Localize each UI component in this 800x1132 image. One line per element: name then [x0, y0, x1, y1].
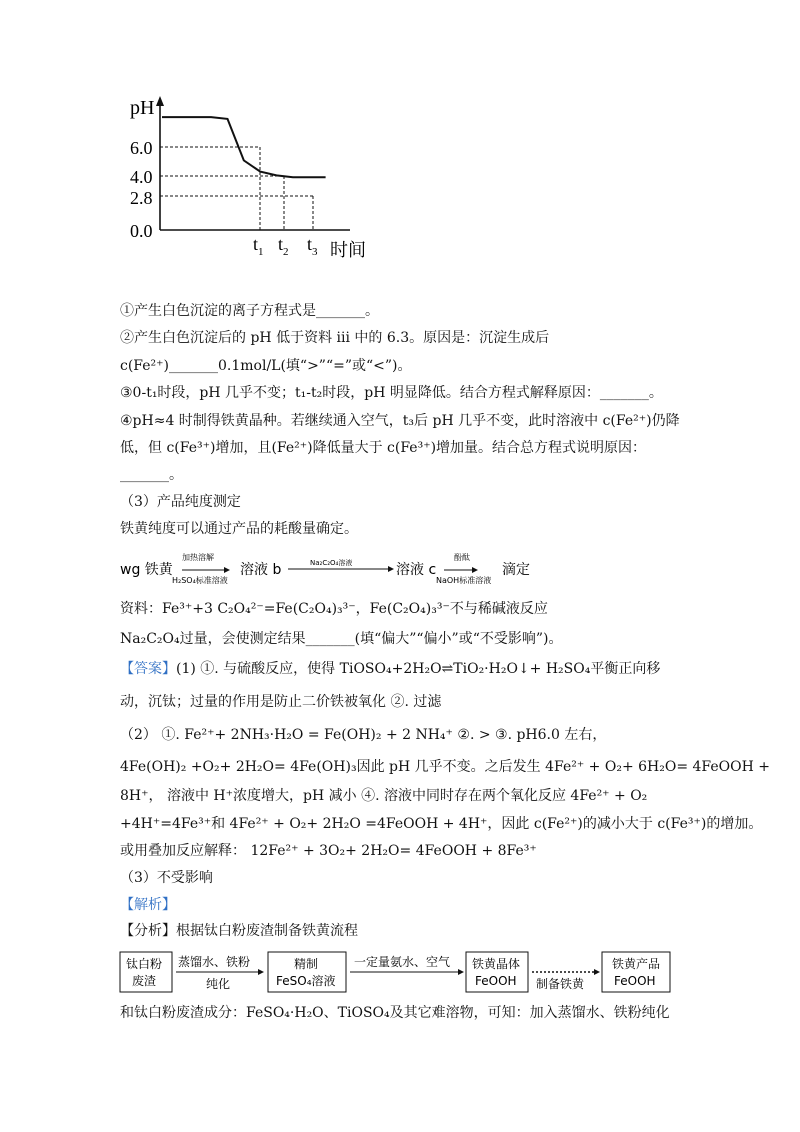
- flow-box-3-line2: FeOOH: [475, 974, 517, 988]
- na-line: Na₂C₂O₄过量，会使测定结果_______(填“偏大”“偏小”或“不受影响”)。: [120, 631, 563, 647]
- ph-time-chart: [118, 88, 388, 273]
- scheme-start: wg 铁黄: [120, 562, 173, 578]
- question-4a: ④pH≈4 时制得铁黄晶种。若继续通入空气，t₃后 pH 几乎不变，此时溶液中 c(Fe²⁺)仍降: [120, 413, 680, 429]
- answer-1a-text: (1) ①. 与硫酸反应，使得 TiOSO₄+2H₂O⇌TiO₂·H₂O↓+ H₂SO₄平衡正向移: [176, 661, 661, 677]
- answer-3: （3）不受影响: [120, 870, 213, 886]
- flow-step-1-bottom: 纯化: [206, 977, 231, 991]
- scheme-c: 溶液 c: [396, 562, 437, 578]
- arrow1-top: 加热溶解: [182, 553, 214, 562]
- x-tick-label-t3: $t_3$: [307, 234, 318, 258]
- section-3-intro: 铁黄纯度可以通过产品的耗酸量确定。: [120, 521, 358, 537]
- question-1: ①产生白色沉淀的离子方程式是_______。: [120, 303, 379, 319]
- flow-step-1-top: 蒸馏水、铁粉: [178, 955, 251, 969]
- flow-box-3-line1: 铁黄晶体: [472, 957, 521, 971]
- y-axis-arrow: [156, 96, 164, 106]
- y-axis-label: pH: [130, 97, 155, 119]
- answer-2c: 8H⁺， 溶液中 H⁺浓度增大，pH 减小 ④. 溶液中同时存在两个氧化反应 4Fe²⁺ + O₂: [120, 788, 648, 804]
- answer-tag: 【答案】: [120, 661, 176, 677]
- question-3: ③0-t₁时段，pH 几乎不变；t₁-t₂时段，pH 明显降低。结合方程式解释原因：_______。: [120, 385, 663, 401]
- flow-box-1-line1: 钛白粉: [126, 957, 163, 971]
- flow-step-3: 制备铁黄: [536, 977, 585, 991]
- y-tick-label: 0.0: [130, 221, 153, 241]
- question-4b: 低，但 c(Fe³⁺)增加，且(Fe²⁺)降低量大于 c(Fe³⁺)增加量。结合总方程式说明原因：: [120, 440, 647, 456]
- x-axis-label: 时间: [330, 240, 366, 260]
- arrow2-top: Na₂C₂O₄溶液: [310, 559, 353, 567]
- flow-step-2: 一定量氨水、空气: [354, 955, 451, 969]
- arrow1-bottom: H₂SO₄标准溶液: [172, 576, 228, 585]
- titration-scheme: [120, 553, 590, 587]
- process-flow: [118, 948, 678, 998]
- scheme-end: 滴定: [502, 562, 530, 578]
- flow-box-1-line2: 废渣: [132, 974, 157, 988]
- answer-2a: （2） ①. Fe²⁺+ 2NH₃·H₂O = Fe(OH)₂ + 2 NH₄⁺ ②. > ③. pH6.0 左右，: [120, 727, 607, 743]
- question-2b: c(Fe²⁺)_______0.1mol/L(填“>”“=”或“<”)。: [120, 358, 412, 374]
- y-tick-label: 2.8: [130, 188, 153, 208]
- answer-1b: 动，沉钛；过量的作用是防止二价铁被氧化 ②. 过滤: [120, 694, 442, 710]
- question-2a: ②产生白色沉淀后的 pH 低于资料 iii 中的 6.3。原因是：沉淀生成后: [120, 330, 550, 346]
- answer-2b: 4Fe(OH)₂ +O₂+ 2H₂O= 4Fe(OH)₃因此 pH 几乎不变。之后发生 4Fe²⁺ + O₂+ 6H₂O= 4FeOOH +: [120, 759, 771, 775]
- answer-1a: [120, 659, 660, 679]
- answer-2d: +4H⁺=4Fe³⁺和 4Fe²⁺ + O₂+ 2H₂O =4FeOOH + 4H⁺，因此 c(Fe²⁺)的减小大于 c(Fe³⁺)的增加。: [120, 816, 763, 832]
- scheme-b: 溶液 b: [240, 562, 282, 578]
- x-tick-label-t1: $t_1$: [253, 234, 264, 258]
- analysis-intro: 【分析】根据钛白粉废渣制备铁黄流程: [120, 923, 358, 939]
- flow-box-4-line2: FeOOH: [614, 974, 656, 988]
- answer-2e: 或用叠加反应解释： 12Fe²⁺ + 3O₂+ 2H₂O= 4FeOOH + 8Fe³⁺: [120, 843, 537, 859]
- y-tick-label: 4.0: [130, 167, 153, 187]
- section-3-title: （3）产品纯度测定: [120, 494, 241, 510]
- x-tick-label-t2: $t_2$: [278, 234, 289, 258]
- arrow3-bottom: NaOH标准溶液: [436, 576, 492, 585]
- flow-box-4-line1: 铁黄产品: [612, 957, 661, 971]
- flow-box-2-line1: 精制: [294, 957, 319, 971]
- data-line: 资料：Fe³⁺+3 C₂O₄²⁻=Fe(C₂O₄)₃³⁻，Fe(C₂O₄)₃³⁻不与稀碱液反应: [120, 601, 548, 617]
- last-line: 和钛白粉废渣成分：FeSO₄·H₂O、TiOSO₄及其它难溶物，可知：加入蒸馏水、铁粉纯化: [120, 1005, 670, 1021]
- question-4c: _______。: [120, 467, 183, 483]
- y-tick-label: 6.0: [130, 138, 153, 158]
- arrow3-top: 酚酞: [454, 553, 470, 562]
- flow-box-2-line2: FeSO₄溶液: [276, 974, 336, 988]
- analysis-tag: 【解析】: [120, 897, 176, 913]
